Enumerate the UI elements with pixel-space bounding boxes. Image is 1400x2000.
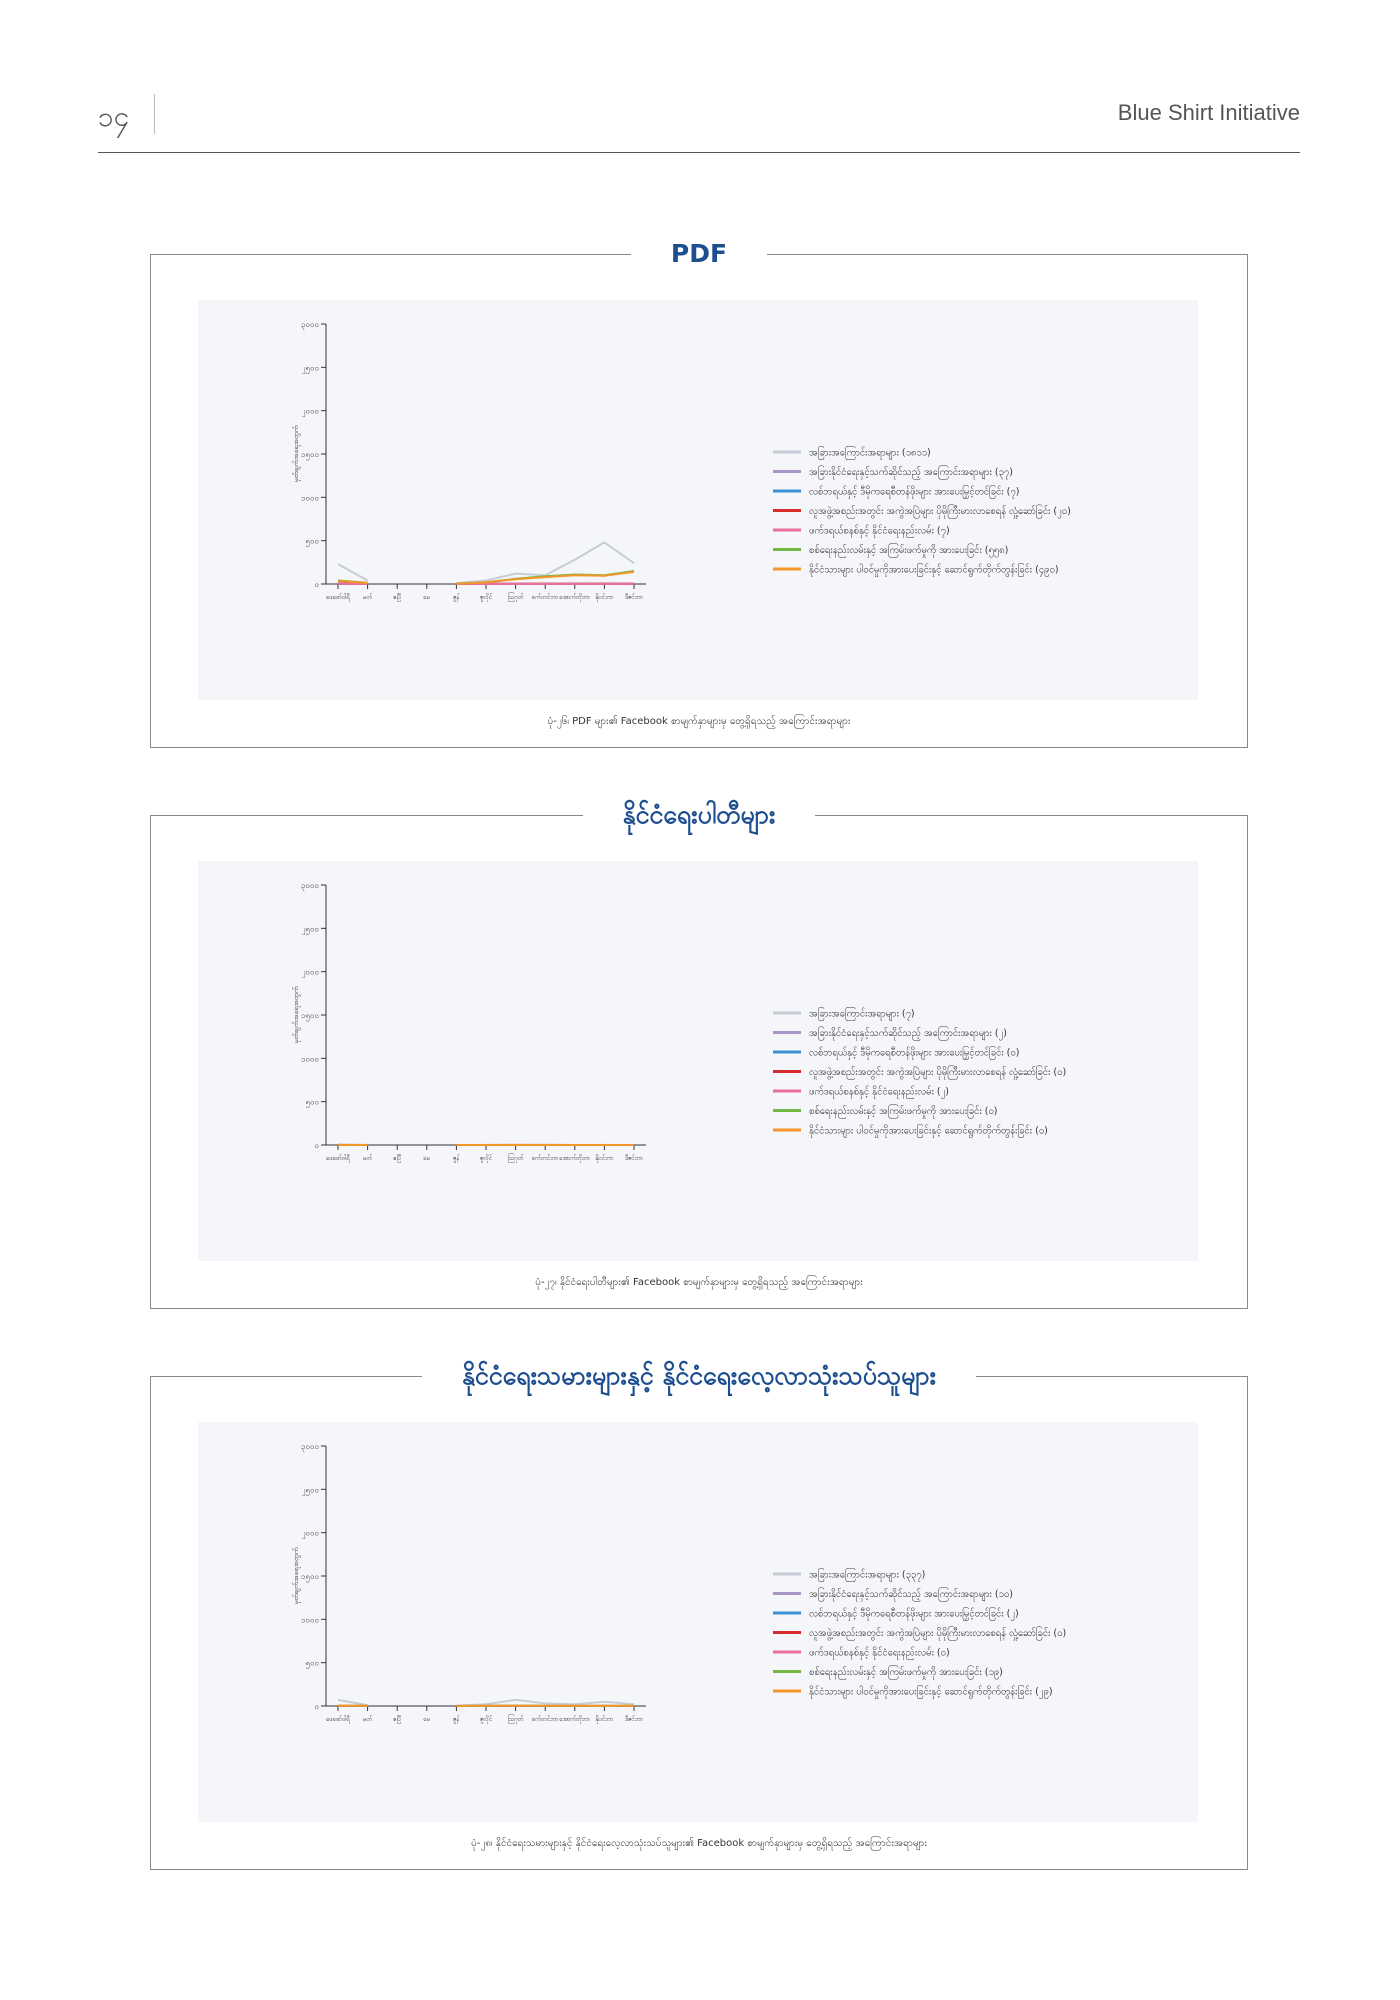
x-tick-label: ဩဂုတ် bbox=[507, 1716, 524, 1723]
y-tick-label: ၀ bbox=[314, 1141, 319, 1150]
x-tick-label: ဇွန် bbox=[453, 1155, 460, 1162]
chart-section-politicians bbox=[150, 1361, 1248, 1870]
y-tick-label: ၁၀၀၀ bbox=[301, 1054, 319, 1064]
x-tick-label: စက်တင်ဘာ bbox=[531, 594, 559, 601]
chart-panel bbox=[198, 861, 1198, 1261]
line-chart bbox=[198, 1422, 1198, 1822]
y-tick-label: ၂၅၀၀ bbox=[301, 924, 319, 934]
legend-label: အခြားနိုင်ငံရေးနှင့်သက်ဆိုင်သည့် အကြောင်းအရာများ (၁၀) bbox=[809, 1589, 1013, 1600]
y-tick-label: ၀ bbox=[314, 580, 319, 589]
legend-label: ဖက်ဒရယ်စနစ်နှင့် နိုင်ငံရေးနည်းလမ်း (၀) bbox=[809, 1647, 950, 1659]
chart-panel bbox=[198, 1422, 1198, 1822]
x-tick-label: မေ bbox=[423, 1155, 431, 1162]
legend-label: လစ်ဘရယ်နှင့် ဒီမိုကရေစီတန်ဖိုးများ အားပေးမြှင့်တင်ခြင်း (၀) bbox=[809, 1047, 1020, 1059]
y-tick-label: ၀ bbox=[314, 1702, 319, 1711]
y-axis-label: မှတ်ချက်အရေအတွက် bbox=[292, 1547, 300, 1605]
x-tick-label: အောက်တိုဘာ bbox=[559, 1155, 591, 1162]
legend-label: အခြားအကြောင်းအရာများ (၇) bbox=[809, 1008, 915, 1020]
x-tick-label: မတ် bbox=[362, 1155, 373, 1162]
legend-label: လစ်ဘရယ်နှင့် ဒီမိုကရေစီတန်ဖိုးများ အားပေးမြှင့်တင်ခြင်း (၂) bbox=[809, 1608, 1019, 1620]
x-tick-label: နိုဝင်ဘာ bbox=[595, 1155, 614, 1162]
y-tick-label: ၃၀၀၀ bbox=[301, 1442, 319, 1451]
y-axis-label: မှတ်ချက်အရေအတွက် bbox=[292, 986, 300, 1044]
legend-label: စစ်ရေးနည်းလမ်းနှင့် အကြမ်းဖက်မှုကို အားပေးခြင်း (၀) bbox=[809, 1106, 998, 1117]
y-tick-label: ၅၀၀ bbox=[305, 536, 319, 546]
x-tick-label: ဇွန် bbox=[453, 1716, 460, 1723]
x-tick-label: ဩဂုတ် bbox=[507, 1155, 524, 1162]
x-tick-label: ဒီဇင်ဘာ bbox=[624, 1716, 644, 1723]
x-tick-label: ဇွန် bbox=[453, 594, 460, 601]
legend-label: အခြားနိုင်ငံရေးနှင့်သက်ဆိုင်သည့် အကြောင်းအရာများ (၃၇) bbox=[809, 467, 1013, 478]
x-tick-label: မတ် bbox=[362, 1716, 373, 1723]
chart-section-pdf bbox=[150, 239, 1248, 748]
y-tick-label: ၂၀၀၀ bbox=[301, 406, 319, 416]
y-tick-label: ၂၅၀၀ bbox=[301, 363, 319, 373]
page-header bbox=[98, 88, 1300, 153]
y-tick-label: ၁၀၀၀ bbox=[301, 493, 319, 503]
y-axis-label: မှတ်ချက်အရေအတွက် bbox=[292, 425, 300, 483]
legend-label: အခြားနိုင်ငံရေးနှင့်သက်ဆိုင်သည့် အကြောင်းအရာများ (၂) bbox=[809, 1028, 1007, 1039]
y-tick-label: ၁၅၀၀ bbox=[301, 450, 319, 459]
x-tick-label: ဇူလိုင် bbox=[479, 1155, 493, 1162]
x-tick-label: ဖေဖော်ဝါရီ bbox=[326, 1716, 350, 1723]
legend-label: နိုင်ငံသားများ ပါဝင်မှုကိုအားပေးခြင်းနှင့် ဆောင်ရွက်တိုက်တွန်းခြင်း (၀) bbox=[809, 1125, 1048, 1137]
x-tick-label: အောက်တိုဘာ bbox=[559, 1716, 591, 1723]
x-tick-label: ဩဂုတ် bbox=[507, 594, 524, 601]
y-tick-label: ၂၀၀၀ bbox=[301, 967, 319, 977]
line-chart bbox=[198, 861, 1198, 1261]
section-title: PDF bbox=[631, 231, 767, 277]
chart-section-political-parties bbox=[150, 800, 1248, 1309]
section-title: နိုင်ငံရေးသမားများနှင့် နိုင်ငံရေးလေ့လာသုံးသပ်သူများ bbox=[422, 1353, 976, 1399]
legend-label: ဖက်ဒရယ်စနစ်နှင့် နိုင်ငံရေးနည်းလမ်း (၇) bbox=[809, 525, 950, 537]
y-tick-label: ၃၀၀၀ bbox=[301, 881, 319, 890]
legend-label: အခြားအကြောင်းအရာများ (၁၈၁၁) bbox=[809, 447, 931, 459]
y-tick-label: ၂၅၀၀ bbox=[301, 1485, 319, 1495]
legend-label: စစ်ရေးနည်းလမ်းနှင့် အကြမ်းဖက်မှုကို အားပေးခြင်း (၁၉) bbox=[809, 1667, 1003, 1678]
legend-label: နိုင်ငံသားများ ပါဝင်မှုကိုအားပေးခြင်းနှင့် ဆောင်ရွက်တိုက်တွန်းခြင်း (၄၉၀) bbox=[809, 564, 1059, 576]
header-divider bbox=[154, 94, 155, 134]
y-tick-label: ၃၀၀၀ bbox=[301, 320, 319, 329]
legend-label: လစ်ဘရယ်နှင့် ဒီမိုကရေစီတန်ဖိုးများ အားပေးမြှင့်တင်ခြင်း (၇) bbox=[809, 486, 1020, 498]
x-tick-label: ဖေဖော်ဝါရီ bbox=[326, 594, 350, 601]
legend-label: စစ်ရေးနည်းလမ်းနှင့် အကြမ်းဖက်မှုကို အားပေးခြင်း (၅၅၈) bbox=[809, 545, 1009, 556]
x-tick-label: ဖေဖော်ဝါရီ bbox=[326, 1155, 350, 1162]
x-tick-label: စက်တင်ဘာ bbox=[531, 1716, 559, 1723]
org-name: Blue Shirt Initiative bbox=[1117, 100, 1300, 125]
x-tick-label: ဇူလိုင် bbox=[479, 1716, 493, 1723]
y-tick-label: ၁၅၀၀ bbox=[301, 1572, 319, 1581]
legend-label: လူအဖွဲ့အစည်းအတွင်း အကွဲအပြဲများ ပိုမိုကြီးမားလာစေရန် လှုံ့ဆော်ခြင်း (၂၀) bbox=[809, 506, 1071, 517]
section-title: နိုင်ငံရေးပါတီများ bbox=[583, 792, 816, 838]
legend-label: ဖက်ဒရယ်စနစ်နှင့် နိုင်ငံရေးနည်းလမ်း (၂) bbox=[809, 1086, 949, 1098]
x-tick-label: ဧပြီ bbox=[393, 1716, 402, 1723]
y-tick-label: ၂၀၀၀ bbox=[301, 1528, 319, 1538]
legend-label: လူအဖွဲ့အစည်းအတွင်း အကွဲအပြဲများ ပိုမိုကြီးမားလာစေရန် လှုံ့ဆော်ခြင်း (၀) bbox=[809, 1628, 1067, 1639]
page-number: ၁၄ bbox=[98, 100, 130, 133]
y-tick-label: ၁၀၀၀ bbox=[301, 1615, 319, 1625]
chart-panel bbox=[198, 300, 1198, 700]
series-line bbox=[338, 572, 634, 584]
y-tick-label: ၅၀၀ bbox=[305, 1658, 319, 1668]
x-tick-label: ဒီဇင်ဘာ bbox=[624, 594, 644, 601]
x-tick-label: အောက်တိုဘာ bbox=[559, 594, 591, 601]
x-tick-label: ဒီဇင်ဘာ bbox=[624, 1155, 644, 1162]
x-tick-label: မေ bbox=[423, 1716, 431, 1723]
series-line bbox=[338, 542, 634, 583]
figure-caption: ပုံ-၂၇၊ နိုင်ငံရေးပါတီများ၏ Facebook စာမျက်နှာများမှ တွေ့ရှိရသည့် အကြောင်းအရာများ bbox=[535, 1277, 863, 1288]
x-tick-label: နိုဝင်ဘာ bbox=[595, 1716, 614, 1723]
y-tick-label: ၁၅၀၀ bbox=[301, 1011, 319, 1020]
x-tick-label: ဧပြီ bbox=[393, 1155, 402, 1162]
x-tick-label: ဧပြီ bbox=[393, 594, 402, 601]
y-tick-label: ၅၀၀ bbox=[305, 1097, 319, 1107]
legend-label: အခြားအကြောင်းအရာများ (၃၃၇) bbox=[809, 1569, 926, 1581]
x-tick-label: မတ် bbox=[362, 594, 373, 601]
legend-label: လူအဖွဲ့အစည်းအတွင်း အကွဲအပြဲများ ပိုမိုကြီးမားလာစေရန် လှုံ့ဆော်ခြင်း (၀) bbox=[809, 1067, 1067, 1078]
legend-label: နိုင်ငံသားများ ပါဝင်မှုကိုအားပေးခြင်းနှင့် ဆောင်ရွက်တိုက်တွန်းခြင်း (၂၉) bbox=[809, 1686, 1053, 1698]
x-tick-label: စက်တင်ဘာ bbox=[531, 1155, 559, 1162]
x-tick-label: ဇူလိုင် bbox=[479, 594, 493, 601]
x-tick-label: မေ bbox=[423, 594, 431, 601]
x-tick-label: နိုဝင်ဘာ bbox=[595, 594, 614, 601]
line-chart bbox=[198, 300, 1198, 700]
figure-caption: ပုံ-၂၈၊ နိုင်ငံရေးသမားများနှင့် နိုင်ငံရေးလေ့လာသုံးသပ်သူများ၏ Facebook စာမျက်နှာများမှ တွေ့ရှိရသည့် အကြောင်းအရာများ bbox=[471, 1838, 927, 1849]
figure-caption: ပုံ-၂၆၊ PDF များ၏ Facebook စာမျက်နှာများမှ တွေ့ရှိရသည့် အကြောင်းအရာများ bbox=[547, 716, 851, 727]
